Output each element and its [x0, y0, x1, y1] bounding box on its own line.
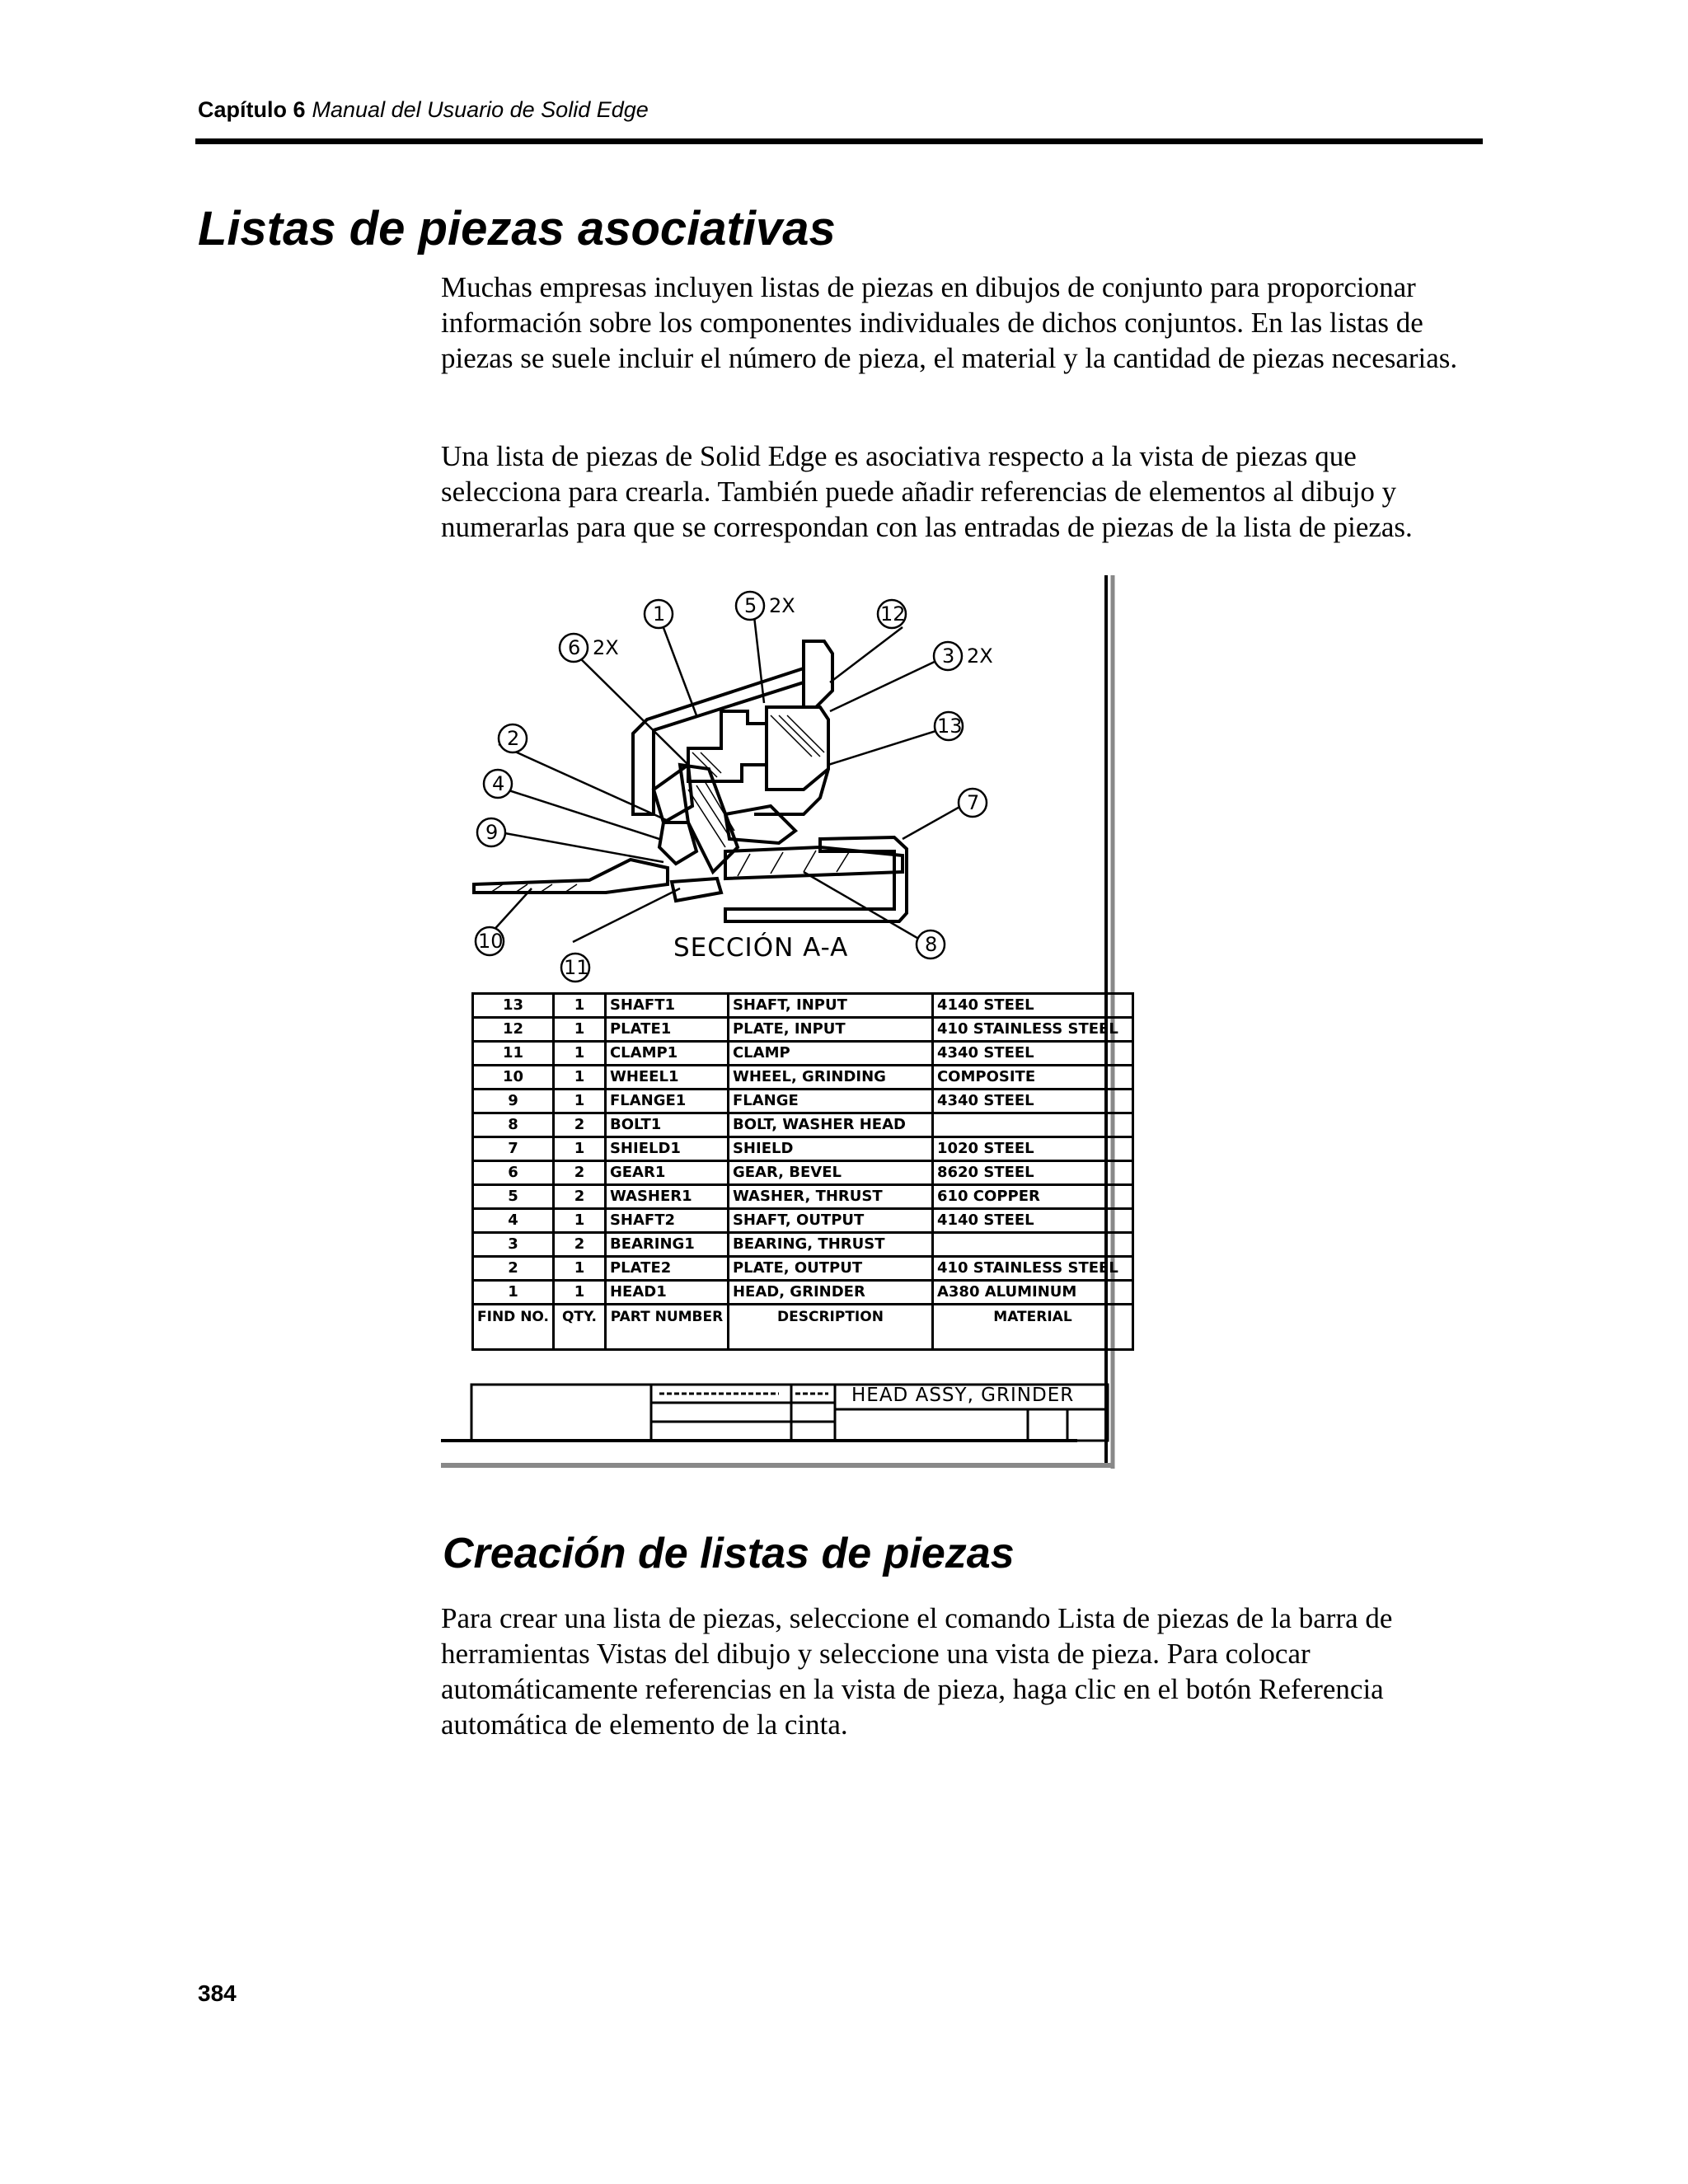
balloon-9: 9	[485, 821, 499, 844]
table-cell: 410 STAINLESS STEEL	[932, 1257, 1132, 1281]
book-title: Manual del Usuario de Solid Edge	[312, 97, 649, 122]
title-block-title: HEAD ASSY, GRINDER	[851, 1385, 1075, 1406]
table-row	[473, 1090, 1133, 1113]
table-cell: BOLT, WASHER HEAD	[728, 1113, 932, 1137]
table-cell: 1	[553, 1209, 605, 1233]
table-cell: 1	[553, 1018, 605, 1042]
table-cell: 410 STAINLESS STEEL	[932, 1018, 1132, 1042]
chapter-label: Capítulo 6	[198, 97, 306, 122]
table-header-row	[473, 1305, 1133, 1350]
table-row	[473, 1161, 1133, 1185]
table-cell: 10	[473, 1066, 554, 1090]
table-cell: 4140 STEEL	[932, 1209, 1132, 1233]
table-cell: 1	[553, 1257, 605, 1281]
paragraph-2: Una lista de piezas de Solid Edge es asociativa respecto a la vista de piezas que selecciona para crearla. También puede añadir referencias de elementos al dibujo y numerarlas para que se correspondan con las entradas de piezas de la lista de piezas.	[441, 440, 1413, 543]
table-cell: SHIELD	[728, 1137, 932, 1161]
table-cell: SHIELD1	[605, 1137, 728, 1161]
table-row	[473, 1209, 1133, 1233]
table-cell: 8620 STEEL	[932, 1161, 1132, 1185]
table-row	[473, 994, 1133, 1018]
balloon-11: 11	[564, 956, 589, 979]
table-cell: 2	[553, 1233, 605, 1257]
page-number: 384	[198, 1980, 237, 2006]
table-cell: 5	[473, 1185, 554, 1209]
assembly-figure	[441, 575, 1150, 1482]
table-cell: PLATE, OUTPUT	[728, 1257, 932, 1281]
table-row	[473, 1066, 1133, 1090]
balloon-8: 8	[925, 933, 938, 956]
qty-mark-6: 2X	[593, 636, 619, 659]
balloon-5: 5	[744, 594, 757, 617]
table-cell: 2	[553, 1161, 605, 1185]
table-cell: 2	[473, 1257, 554, 1281]
table-cell: 11	[473, 1042, 554, 1066]
table-cell	[932, 1233, 1132, 1257]
balloon-3: 3	[942, 644, 955, 668]
table-cell: COMPOSITE	[932, 1066, 1132, 1090]
table-cell: 4340 STEEL	[932, 1042, 1132, 1066]
balloon-10: 10	[478, 930, 504, 953]
table-header-cell: DESCRIPTION	[728, 1305, 932, 1350]
table-cell: 12	[473, 1018, 554, 1042]
table-cell: BEARING1	[605, 1233, 728, 1257]
paragraph-3: Para crear una lista de piezas, seleccione el comando Lista de piezas de la barra de herramientas Vistas del dibujo y seleccione una vista de pieza. Para colocar automáticamente referencias en la vista de pieza, haga clic en el botón Referencia automática de elemento de la cinta.	[441, 1602, 1393, 1741]
table-cell	[932, 1113, 1132, 1137]
parts-list-table	[471, 992, 1134, 1351]
table-row	[473, 1113, 1133, 1137]
table-row	[473, 1018, 1133, 1042]
table-cell: SHAFT, INPUT	[728, 994, 932, 1018]
balloon-4: 4	[492, 772, 505, 795]
header-rule	[195, 138, 1483, 144]
table-cell: 1	[473, 1281, 554, 1305]
balloon-2: 2	[507, 727, 520, 750]
table-cell: A380 ALUMINUM	[932, 1281, 1132, 1305]
table-cell: 1	[553, 1281, 605, 1305]
table-cell: PLATE1	[605, 1018, 728, 1042]
table-cell: GEAR, BEVEL	[728, 1161, 932, 1185]
table-cell: 1	[553, 1042, 605, 1066]
qty-mark-5: 2X	[769, 594, 795, 617]
table-cell: BEARING, THRUST	[728, 1233, 932, 1257]
paragraph-1: Muchas empresas incluyen listas de piezas en dibujos de conjunto para proporcionar información sobre los componentes individuales de dichos conjuntos. En las listas de piezas se suele incluir el número de pieza, el material y la cantidad de piezas necesarias.	[441, 271, 1458, 374]
table-cell: HEAD1	[605, 1281, 728, 1305]
table-cell: 7	[473, 1137, 554, 1161]
qty-mark-3: 2X	[967, 644, 993, 668]
table-cell: 1	[553, 1066, 605, 1090]
running-header	[198, 97, 649, 123]
table-row	[473, 1233, 1133, 1257]
section-label: SECCIÓN A-A	[673, 933, 849, 963]
table-cell: 1020 STEEL	[932, 1137, 1132, 1161]
table-cell: CLAMP1	[605, 1042, 728, 1066]
table-header-cell: PART NUMBER	[605, 1305, 728, 1350]
table-header-cell: QTY.	[553, 1305, 605, 1350]
balloon-13: 13	[937, 715, 963, 738]
table-cell: WHEEL, GRINDING	[728, 1066, 932, 1090]
table-cell: BOLT1	[605, 1113, 728, 1137]
table-row	[473, 1185, 1133, 1209]
table-cell: 9	[473, 1090, 554, 1113]
table-cell: 2	[553, 1185, 605, 1209]
section-title: Listas de piezas asociativas	[198, 202, 836, 255]
table-cell: WASHER, THRUST	[728, 1185, 932, 1209]
balloon-6: 6	[568, 636, 581, 659]
table-cell: SHAFT2	[605, 1209, 728, 1233]
table-cell: 6	[473, 1161, 554, 1185]
balloon-7: 7	[967, 791, 980, 814]
table-cell: FLANGE	[728, 1090, 932, 1113]
table-cell: WASHER1	[605, 1185, 728, 1209]
table-cell: WHEEL1	[605, 1066, 728, 1090]
table-row	[473, 1257, 1133, 1281]
table-cell: 4	[473, 1209, 554, 1233]
subsection-title: Creación de listas de piezas	[443, 1530, 1015, 1577]
table-cell: FLANGE1	[605, 1090, 728, 1113]
table-cell: PLATE2	[605, 1257, 728, 1281]
balloon-12: 12	[880, 602, 906, 626]
table-cell: SHAFT, OUTPUT	[728, 1209, 932, 1233]
table-cell: 8	[473, 1113, 554, 1137]
table-row	[473, 1281, 1133, 1305]
table-cell: 4140 STEEL	[932, 994, 1132, 1018]
table-header-cell: MATERIAL	[932, 1305, 1132, 1350]
table-cell: 1	[553, 994, 605, 1018]
table-row	[473, 1042, 1133, 1066]
table-cell: GEAR1	[605, 1161, 728, 1185]
table-cell: 2	[553, 1113, 605, 1137]
table-cell: 1	[553, 1137, 605, 1161]
table-cell: SHAFT1	[605, 994, 728, 1018]
table-cell: 610 COPPER	[932, 1185, 1132, 1209]
table-cell: 1	[553, 1090, 605, 1113]
table-cell: PLATE, INPUT	[728, 1018, 932, 1042]
balloon-1: 1	[653, 602, 666, 626]
table-cell: HEAD, GRINDER	[728, 1281, 932, 1305]
table-cell: 4340 STEEL	[932, 1090, 1132, 1113]
table-cell: CLAMP	[728, 1042, 932, 1066]
table-header-cell: FIND NO.	[473, 1305, 554, 1350]
table-cell: 3	[473, 1233, 554, 1257]
table-cell: 13	[473, 994, 554, 1018]
table-row	[473, 1137, 1133, 1161]
